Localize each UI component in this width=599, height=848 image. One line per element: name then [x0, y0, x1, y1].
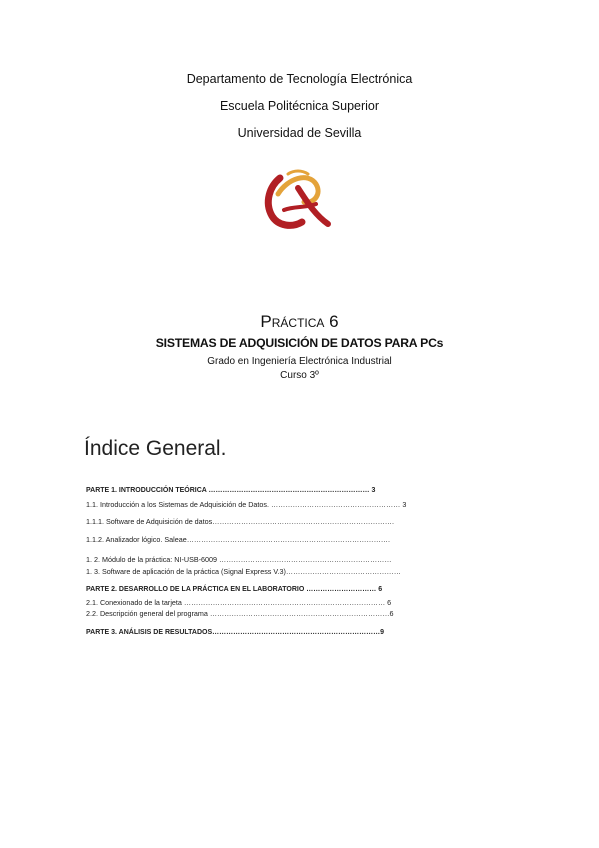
toc-entry: 1.1.2. Analizador lógico. Saleae…………………………………………………………………………. [86, 535, 390, 544]
toc-entry: 1.1. Introducción a los Sistemas de Adquisición de Datos. ……………………………………………… 3 [86, 500, 407, 509]
toc-entry: 2.1. Conexionado de la tarjeta ………………………………………………………………………… 6 [86, 598, 392, 607]
toc-entry: PARTE 3. ANÁLISIS DE RESULTADOS………………………………………………………………9 [86, 629, 385, 636]
degree-name: Grado en Ingeniería Electrónica Industrial [207, 356, 392, 367]
university-logo-icon [258, 164, 336, 232]
course-name: Curso 3º [280, 370, 319, 381]
toc-entry: 2.2. Descripción general del programa …………………………………………………………………6 [86, 609, 394, 618]
toc-entry: PARTE 1. INTRODUCCIÓN TEÓRICA …………………………………………………………… 3 [86, 487, 376, 494]
practice-title: Práctica 6 [260, 312, 339, 331]
index-heading: Índice General. [84, 437, 227, 460]
practice-subtitle: SISTEMAS DE ADQUISICIÓN DE DATOS PARA PCs [155, 336, 444, 350]
toc-entry: 1. 2. Módulo de la práctica: NI-USB-6009 ……………………………………………………………… [86, 555, 392, 564]
toc-entry: PARTE 2. DESARROLLO DE LA PRÁCTICA EN EL LABORATORIO ………………………… 6 [86, 586, 383, 593]
toc-entry: 1. 3. Software de aplicación de la práctica (Signal Express V.3)………………………………………… [86, 567, 401, 576]
toc-entry: 1.1.1. Software de Adquisición de datos…………………………………………………………………. [86, 517, 394, 526]
school-name: Escuela Politécnica Superior [219, 99, 380, 113]
department-name: Departamento de Tecnología Electrónica [186, 72, 413, 86]
university-name: Universidad de Sevilla [237, 126, 362, 140]
